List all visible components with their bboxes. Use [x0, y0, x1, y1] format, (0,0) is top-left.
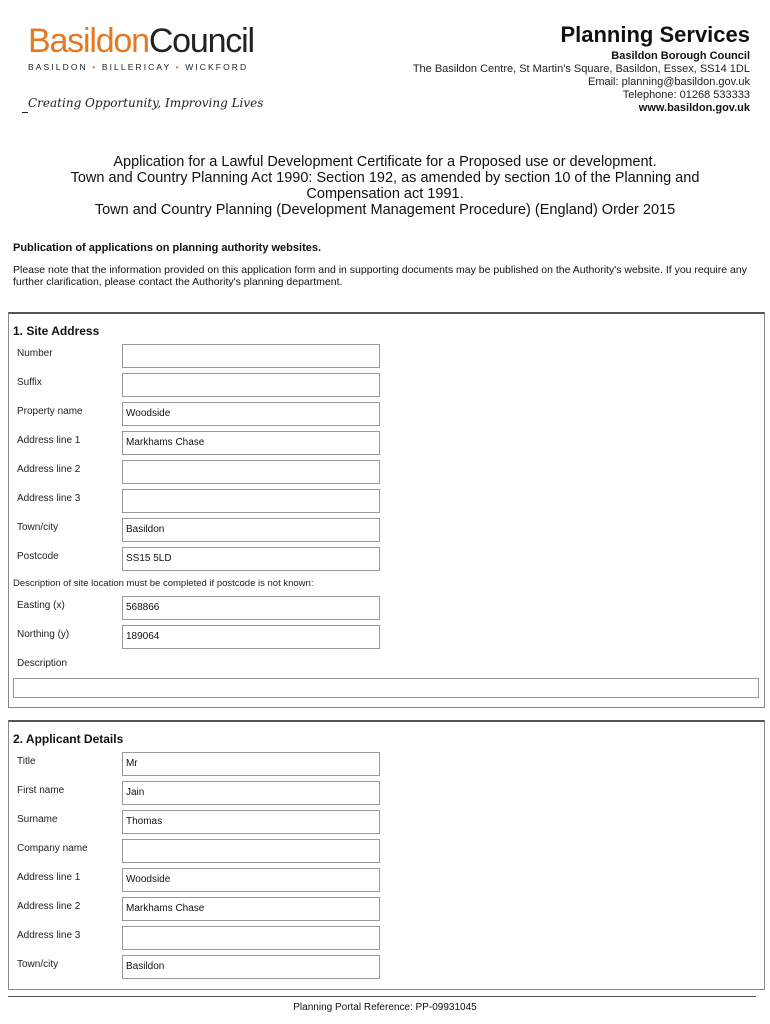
description-input[interactable] [13, 678, 759, 698]
tagline: Creating Opportunity, Improving Lives [28, 96, 264, 110]
postcode-input[interactable]: SS15 5LD [122, 547, 380, 571]
services-website: www.basildon.gov.uk [638, 102, 750, 114]
section-title: 2. Applicant Details [13, 732, 124, 746]
services-email: Email: planning@basildon.gov.uk [587, 76, 750, 88]
first-name-input[interactable]: Jain [122, 781, 380, 805]
field-label: Property name [17, 406, 83, 417]
publication-title: Publication of applications on planning authority websites. [13, 242, 322, 254]
number-input[interactable] [122, 344, 380, 368]
easting-input[interactable]: 568866 [122, 596, 380, 620]
logo-wordmark: BasildonCouncil [28, 22, 254, 60]
surname-input[interactable]: Thomas [122, 810, 380, 834]
field-label: Number [17, 348, 53, 359]
portal-reference: Planning Portal Reference: PP-09931045 [293, 1002, 477, 1013]
tagline-underline [22, 112, 28, 113]
field-label: Address line 2 [17, 901, 81, 912]
field-label: Easting (x) [17, 600, 65, 611]
field-label: Suffix [17, 377, 42, 388]
field-label: Title [17, 756, 36, 767]
suffix-input[interactable] [122, 373, 380, 397]
field-label: Address line 1 [17, 435, 81, 446]
footer-divider [8, 996, 756, 997]
property-name-input[interactable]: Woodside [122, 402, 380, 426]
document-heading: Application for a Lawful Development Certificate for a Proposed use or development. Town and Country Planning Act 1990: Section 192, as amended by section 10 of the Planning and Compensation act 1991. Town and Country Planning (Development Management Procedure) (England) Order 2015 [70, 154, 700, 218]
applicant-address-line-3-input[interactable] [122, 926, 380, 950]
address-line-3-input[interactable] [122, 489, 380, 513]
northing-input[interactable]: 189064 [122, 625, 380, 649]
field-label: Town/city [17, 959, 59, 970]
services-title: Planning Services [560, 22, 750, 47]
title-input[interactable]: Mr [122, 752, 380, 776]
field-label: Town/city [17, 522, 59, 533]
applicant-address-line-1-input[interactable]: Woodside [122, 868, 380, 892]
site-address-section [8, 312, 765, 708]
field-label: Company name [17, 843, 88, 854]
field-label: Address line 3 [17, 493, 81, 504]
council-logo [28, 22, 254, 72]
services-address: The Basildon Centre, St Martin's Square, Basildon, Essex, SS14 1DL [412, 63, 750, 75]
field-label: Address line 3 [17, 930, 81, 941]
town-city-input[interactable]: Basildon [122, 518, 380, 542]
field-label: Description [17, 658, 68, 669]
field-label: Address line 1 [17, 872, 81, 883]
company-name-input[interactable] [122, 839, 380, 863]
field-label: Northing (y) [17, 629, 70, 640]
section-title: 1. Site Address [13, 324, 100, 338]
applicant-details-section [8, 720, 765, 990]
address-line-2-input[interactable] [122, 460, 380, 484]
site-location-note: Description of site location must be completed if postcode is not known: [13, 578, 314, 589]
field-label: Surname [17, 814, 58, 825]
field-label: First name [17, 785, 65, 796]
address-line-1-input[interactable]: Markhams Chase [122, 431, 380, 455]
publication-text: Please note that the information provided on this application form and in supporting documents may be published on the Authority's website. If you require any further clarification, please contact the Authority's planning department. [13, 264, 747, 288]
field-label: Address line 2 [17, 464, 81, 475]
services-telephone: Telephone: 01268 533333 [622, 89, 750, 101]
planning-services-header [330, 22, 750, 115]
services-subtitle: Basildon Borough Council [611, 50, 750, 62]
applicant-address-line-2-input[interactable]: Markhams Chase [122, 897, 380, 921]
field-label: Postcode [17, 551, 59, 562]
applicant-town-city-input[interactable]: Basildon [122, 955, 380, 979]
logo-towns: BASILDON • BILLERICAY • WICKFORD [28, 62, 249, 72]
